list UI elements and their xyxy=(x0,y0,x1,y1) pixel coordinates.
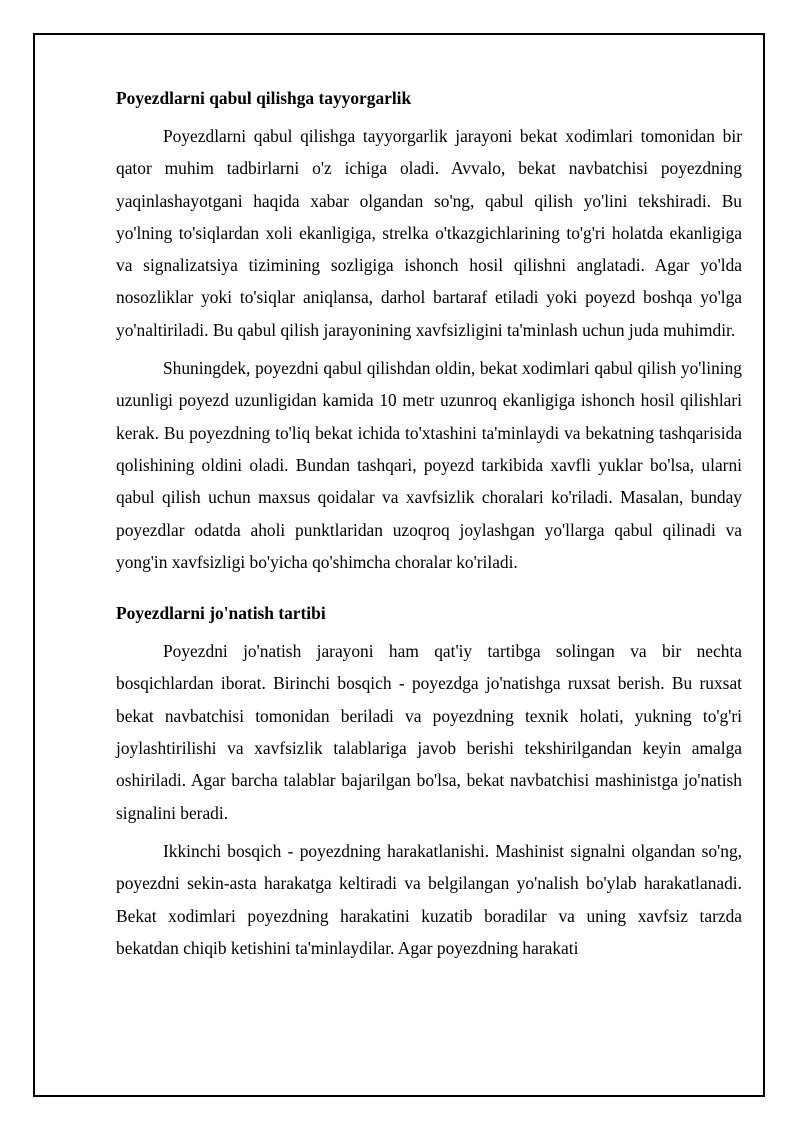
paragraph-reception-2: Shuningdek, poyezdni qabul qilishdan oldin, bekat xodimlari qabul qilish yo'lining uzunligi poyezd uzunligidan kamida 10 metr uzunroq ekanligiga ishonch hosil qilishlari kerak. Bu poyezdning to'liq bekat ichida to'xtashini ta'minlaydi va bekatning tashqarisida qolishining oldini oladi. Bundan tashqari, poyezd tarkibida xavfli yuklar bo'lsa, ularni qabul qilish uchun maxsus qoidalar va xavfsizlik choralari ko'riladi. Masalan, bunday poyezdlar odatda aholi punktlaridan uzoqroq joylashgan yo'llarga qabul qilinadi va yong'in xavfsizligi bo'yicha qo'shimcha choralar ko'riladi. xyxy=(116,358,742,572)
section-heading-reception: Poyezdlarni qabul qilishga tayyorgarlik xyxy=(116,88,412,108)
paragraph-departure-2: Ikkinchi bosqich - poyezdning harakatlanishi. Mashinist signalni olgandan so'ng, poyezdni sekin-asta harakatga keltiradi va belgilangan yo'nalish bo'ylab harakatlanadi. Bekat xodimlari poyezdning harakatini kuzatib boradilar va uning xavfsiz tarzda bekatdan chiqib ketishini ta'minlaydilar. Agar poyezdning harakati xyxy=(116,840,742,958)
document-body xyxy=(116,82,742,964)
paragraph-reception-1: Poyezdlarni qabul qilishga tayyorgarlik jarayoni bekat xodimlari tomonidan bir qator muhim tadbirlarni o'z ichiga oladi. Avvalo, bekat navbatchisi poyezdning yaqinlashayotgani haqida xabar olgandan so'ng, qabul qilish yo'lini tekshiradi. Bu yo'lning to'siqlardan xoli ekanligiga, strelka o'tkazgichlarining to'g'ri holatda ekanligiga va signalizatsiya tizimining sozligiga ishonch hosil qilishni anglatadi. Agar yo'lda nosozliklar yoki to'siqlar aniqlansa, darhol bartaraf etiladi yoki poyezd boshqa yo'lga yo'naltiriladi. Bu qabul qilish jarayonining xavfsizligini ta'minlash uchun juda muhimdir. xyxy=(116,126,742,340)
section-heading-departure: Poyezdlarni jo'natish tartibi xyxy=(116,603,326,624)
paragraph-departure-1: Poyezdni jo'natish jarayoni ham qat'iy tartibga solingan va bir nechta bosqichlardan iborat. Birinchi bosqich - poyezdga jo'natishga ruxsat berish. Bu ruxsat bekat navbatchisi tomonidan beriladi va poyezdning texnik holati, yukning to'g'ri joylashtirilishi va xavfsizlik talablariga javob berishi tekshirilgandan keyin amalga oshiriladi. Agar barcha talablar bajarilgan bo'lsa, bekat navbatchisi mashinistga jo'natish signalini beradi. xyxy=(116,641,742,823)
